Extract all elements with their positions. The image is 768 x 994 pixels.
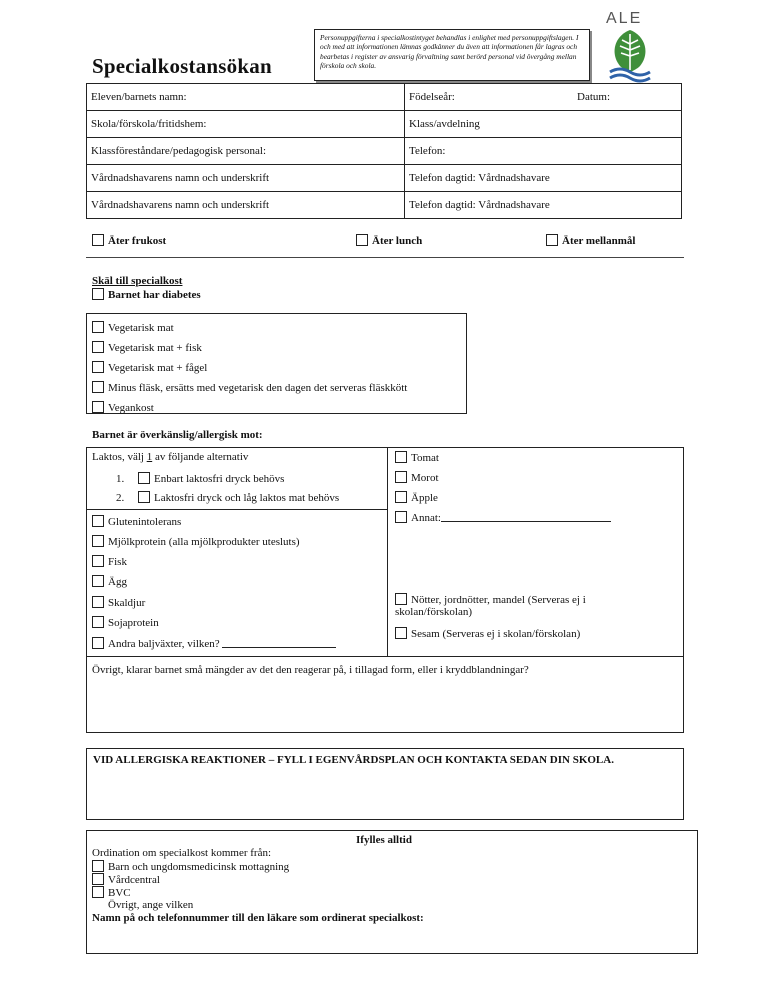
birth-year-label: Födelseår: (409, 91, 455, 103)
allergy-apple[interactable]: Äpple (395, 491, 438, 504)
checkbox[interactable] (395, 471, 407, 483)
divider (86, 509, 388, 510)
checkbox[interactable] (92, 616, 104, 628)
divider (86, 257, 684, 258)
privacy-note: Personuppgifterna i specialkostintyget behandlas i enlighet med personuppgiftslagen. I och med att informationen lämnas godkänner du även att informationen får lagras och bearbetas i register av ansvarig förvaltning samt berörd personal vid övergång mellan förskola och skola. (314, 29, 590, 81)
checkbox[interactable] (92, 637, 104, 649)
guardian-signature-field[interactable]: Vårdnadshavarens namn och underskrift (87, 192, 405, 219)
allergy-milk-protein[interactable]: Mjölkprotein (alla mjölkprodukter utesluts) (92, 535, 300, 548)
allergy-nuts-line2: skolan/förskolan) (395, 606, 472, 618)
guardian-phone-field[interactable]: Telefon dagtid: Vårdnadshavare (405, 165, 682, 192)
checkbox[interactable] (395, 451, 407, 463)
allergy-sesame[interactable]: Sesam (Serveras ej i skolan/förskolan) (395, 627, 580, 640)
meal-snack[interactable]: Äter mellanmål (546, 234, 635, 247)
class-field[interactable]: Klass/avdelning (405, 111, 682, 138)
table-row (87, 192, 682, 219)
legumes-line[interactable] (222, 638, 336, 648)
checkbox[interactable] (395, 511, 407, 523)
diet-option[interactable]: Minus fläsk, ersätts med vegetarisk den dagen det serveras fläskkött (92, 381, 407, 394)
checkbox[interactable] (138, 491, 150, 503)
checkbox[interactable] (92, 535, 104, 547)
allergy-gluten[interactable]: Glutenintolerans (92, 515, 181, 528)
table-row (87, 165, 682, 192)
teacher-field[interactable]: Klassföreståndare/pedagogisk personal: (87, 138, 405, 165)
prescription-intro: Ordination om specialkost kommer från: (92, 847, 272, 859)
prescription-other: Övrigt, ange vilken (108, 899, 194, 911)
allergy-carrot[interactable]: Morot (395, 471, 439, 484)
diabetes-option[interactable]: Barnet har diabetes (92, 288, 201, 301)
checkbox[interactable] (356, 234, 368, 246)
doctor-label: Namn på och telefonnummer till den läkare som ordinerat specialkost: (92, 912, 424, 924)
allergy-other[interactable]: Annat: (395, 511, 611, 524)
table-row (87, 138, 682, 165)
checkbox[interactable] (92, 873, 104, 885)
student-name-field[interactable]: Eleven/barnets namn: (87, 84, 405, 111)
other-question: Övrigt, klarar barnet små mängder av det den reagerar på, i tillagad form, eller i kryddblandningar? (92, 664, 529, 676)
allergic-reaction-warning: VID ALLERGISKA REAKTIONER – FYLL I EGENVÅRDSPLAN OCH KONTAKTA SEDAN DIN SKOLA. (86, 748, 684, 820)
checkbox[interactable] (395, 593, 407, 605)
date-label: Datum: (577, 91, 610, 103)
guardian-phone-field[interactable]: Telefon dagtid: Vårdnadshavare (405, 192, 682, 219)
diet-option[interactable]: Vegetarisk mat + fågel (92, 361, 207, 374)
other-line[interactable] (441, 512, 611, 522)
table-row (87, 84, 682, 111)
lactose-option-1[interactable]: 1. Enbart laktosfri dryck behövs (116, 473, 285, 485)
checkbox[interactable] (92, 234, 104, 246)
checkbox[interactable] (92, 341, 104, 353)
allergy-tomato[interactable]: Tomat (395, 451, 439, 464)
lactose-label: Laktos, välj 1 av följande alternativ (92, 451, 249, 463)
page-title: Specialkostansökan (92, 54, 272, 78)
phone-field[interactable]: Telefon: (405, 138, 682, 165)
divider (387, 447, 388, 656)
always-fill-heading: Ifylles alltid (356, 834, 412, 846)
diet-option[interactable]: Vegetarisk mat (92, 321, 174, 334)
divider (86, 656, 684, 657)
logo-text: ALE (606, 10, 643, 27)
reasons-heading: Skäl till specialkost (92, 275, 183, 287)
checkbox[interactable] (92, 596, 104, 608)
checkbox[interactable] (92, 575, 104, 587)
ale-logo (604, 10, 656, 82)
allergy-heading: Barnet är överkänslig/allergisk mot: (92, 429, 263, 441)
meal-breakfast[interactable]: Äter frukost (92, 234, 166, 247)
allergy-egg[interactable]: Ägg (92, 575, 127, 588)
checkbox[interactable] (92, 401, 104, 413)
checkbox[interactable] (92, 886, 104, 898)
lactose-option-2[interactable]: 2. Laktosfri dryck och låg laktos mat behövs (116, 492, 340, 504)
checkbox[interactable] (92, 361, 104, 373)
checkbox[interactable] (92, 321, 104, 333)
allergy-legumes[interactable]: Andra baljväxter, vilken? (92, 637, 336, 650)
checkbox[interactable] (138, 472, 150, 484)
checkbox[interactable] (92, 381, 104, 393)
checkbox[interactable] (395, 627, 407, 639)
checkbox[interactable] (546, 234, 558, 246)
prescription-option[interactable]: BVC (92, 886, 131, 899)
table-row (87, 111, 682, 138)
checkbox[interactable] (395, 491, 407, 503)
guardian-signature-field[interactable]: Vårdnadshavarens namn och underskrift (87, 165, 405, 192)
checkbox[interactable] (92, 860, 104, 872)
school-field[interactable]: Skola/förskola/fritidshem: (87, 111, 405, 138)
checkbox[interactable] (92, 555, 104, 567)
prescription-option[interactable]: Barn och ungdomsmedicinsk mottagning (92, 860, 289, 873)
meal-lunch[interactable]: Äter lunch (356, 234, 422, 247)
diet-option[interactable]: Vegankost (92, 401, 154, 414)
allergy-soy[interactable]: Sojaprotein (92, 616, 159, 629)
allergy-fish[interactable]: Fisk (92, 555, 127, 568)
diet-option[interactable]: Vegetarisk mat + fisk (92, 341, 202, 354)
checkbox[interactable] (92, 515, 104, 527)
prescription-option[interactable]: Vårdcentral (92, 873, 160, 886)
diet-options-box (86, 313, 467, 414)
allergy-nuts[interactable]: Nötter, jordnötter, mandel (Serveras ej i (395, 593, 586, 606)
leaf-icon (604, 28, 656, 84)
checkbox[interactable] (92, 288, 104, 300)
allergy-shellfish[interactable]: Skaldjur (92, 596, 145, 609)
birth-year-date-field[interactable] (405, 84, 682, 111)
info-table (86, 83, 682, 219)
allergy-box (86, 447, 684, 733)
